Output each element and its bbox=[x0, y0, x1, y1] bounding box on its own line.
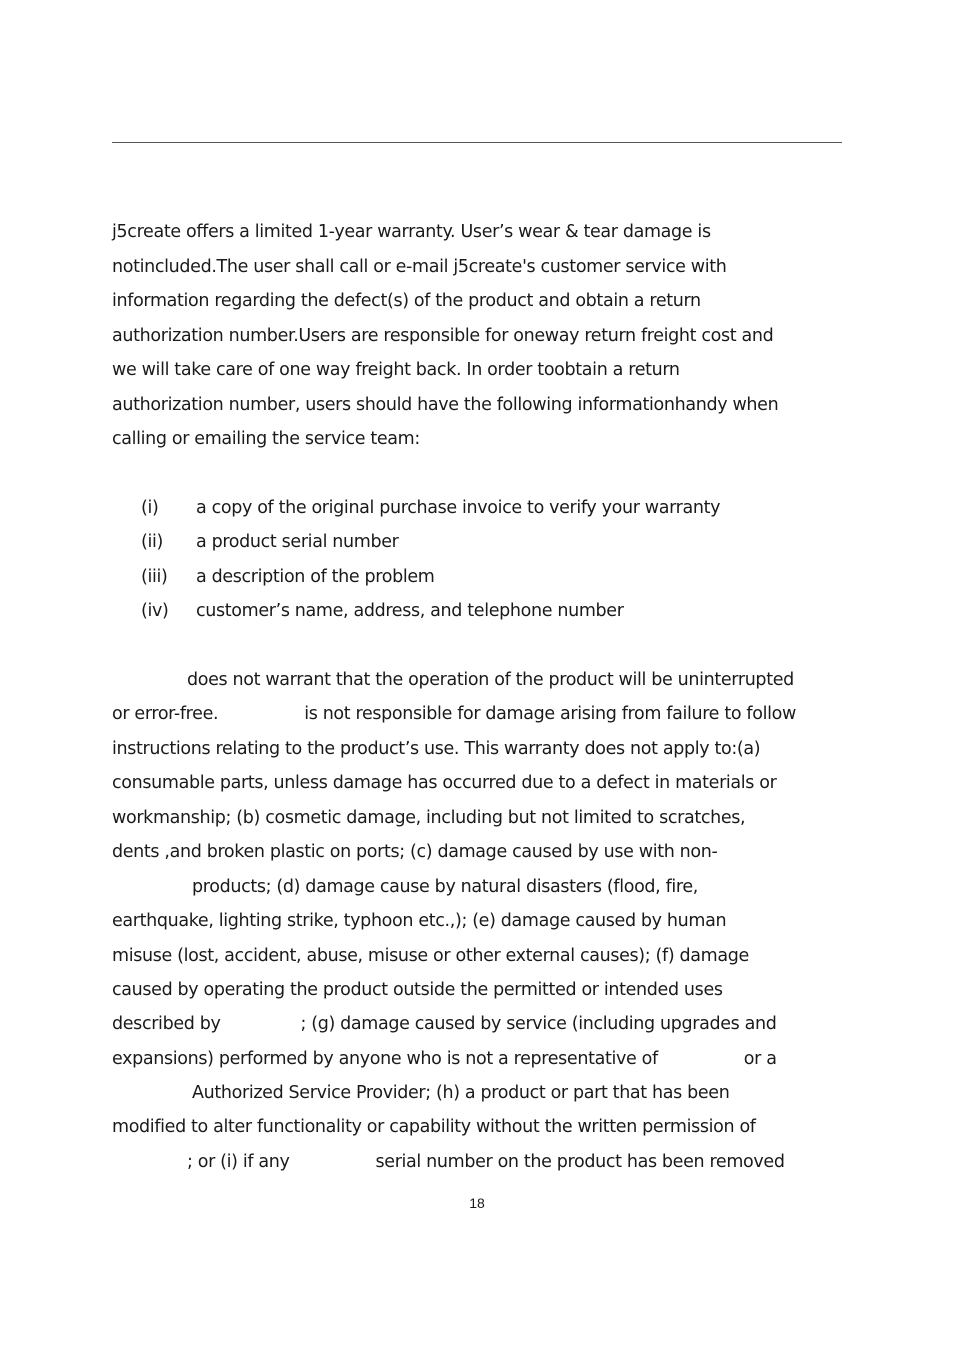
text-line: calling or emailing the service team: bbox=[112, 429, 420, 449]
text-line: products; (d) damage cause by natural disasters (flood, fire, bbox=[192, 877, 699, 897]
text-line bbox=[112, 1047, 777, 1071]
text-segment: ; or (i) if any bbox=[187, 1152, 290, 1172]
text-line: instructions relating to the product’s use. This warranty does not apply to:(a) bbox=[112, 739, 761, 759]
text-line: dents ,and broken plastic on ports; (c) damage caused by use with non- bbox=[112, 842, 718, 862]
text-segment: is not responsible for damage arising from failure to follow bbox=[304, 704, 796, 724]
text-segment: described by bbox=[112, 1014, 221, 1034]
list-item-text: a product serial number bbox=[196, 532, 399, 552]
text-line: caused by operating the product outside the permitted or intended uses bbox=[112, 980, 723, 1000]
text-line bbox=[112, 702, 796, 726]
list-item-text: a copy of the original purchase invoice to verify your warranty bbox=[196, 498, 721, 518]
text-segment: serial number on the product has been removed bbox=[375, 1152, 785, 1172]
list-item-text: customer’s name, address, and telephone number bbox=[196, 601, 624, 621]
text-line bbox=[112, 1012, 776, 1036]
text-segment: or a bbox=[743, 1049, 777, 1069]
text-line: modified to alter functionality or capability without the written permission of bbox=[112, 1117, 756, 1137]
list-item-number: (iv) bbox=[141, 601, 169, 621]
page-number: 18 bbox=[469, 1195, 485, 1211]
text-line: earthquake, lighting strike, typhoon etc.,); (e) damage caused by human bbox=[112, 911, 727, 931]
list-item-number: (ii) bbox=[141, 532, 163, 552]
text-line: information regarding the defect(s) of the product and obtain a return bbox=[112, 291, 701, 311]
text-line: Authorized Service Provider; (h) a product or part that has been bbox=[192, 1083, 730, 1103]
list-item-number: (iii) bbox=[141, 567, 168, 587]
list-item-number: (i) bbox=[141, 498, 159, 518]
header-rule bbox=[112, 142, 842, 143]
text-line: we will take care of one way freight back. In order toobtain a return bbox=[112, 360, 680, 380]
text-line: misuse (lost, accident, abuse, misuse or other external causes); (f) damage bbox=[112, 946, 749, 966]
text-line: authorization number.Users are responsible for oneway return freight cost and bbox=[112, 326, 774, 346]
text-line bbox=[187, 1150, 785, 1174]
text-line: authorization number, users should have the following informationhandy when bbox=[112, 395, 779, 415]
text-line: j5create offers a limited 1-year warranty. User’s wear & tear damage is bbox=[112, 222, 711, 242]
text-line: does not warrant that the operation of the product will be uninterrupted bbox=[187, 670, 794, 690]
text-segment: or error-free. bbox=[112, 704, 219, 724]
text-line: workmanship; (b) cosmetic damage, including but not limited to scratches, bbox=[112, 808, 746, 828]
text-segment: ; (g) damage caused by service (including upgrades and bbox=[300, 1014, 777, 1034]
text-segment: expansions) performed by anyone who is not a representative of bbox=[112, 1049, 658, 1069]
text-line: consumable parts, unless damage has occurred due to a defect in materials or bbox=[112, 773, 777, 793]
text-line: notincluded.The user shall call or e-mail j5create's customer service with bbox=[112, 257, 727, 277]
list-item-text: a description of the problem bbox=[196, 567, 435, 587]
